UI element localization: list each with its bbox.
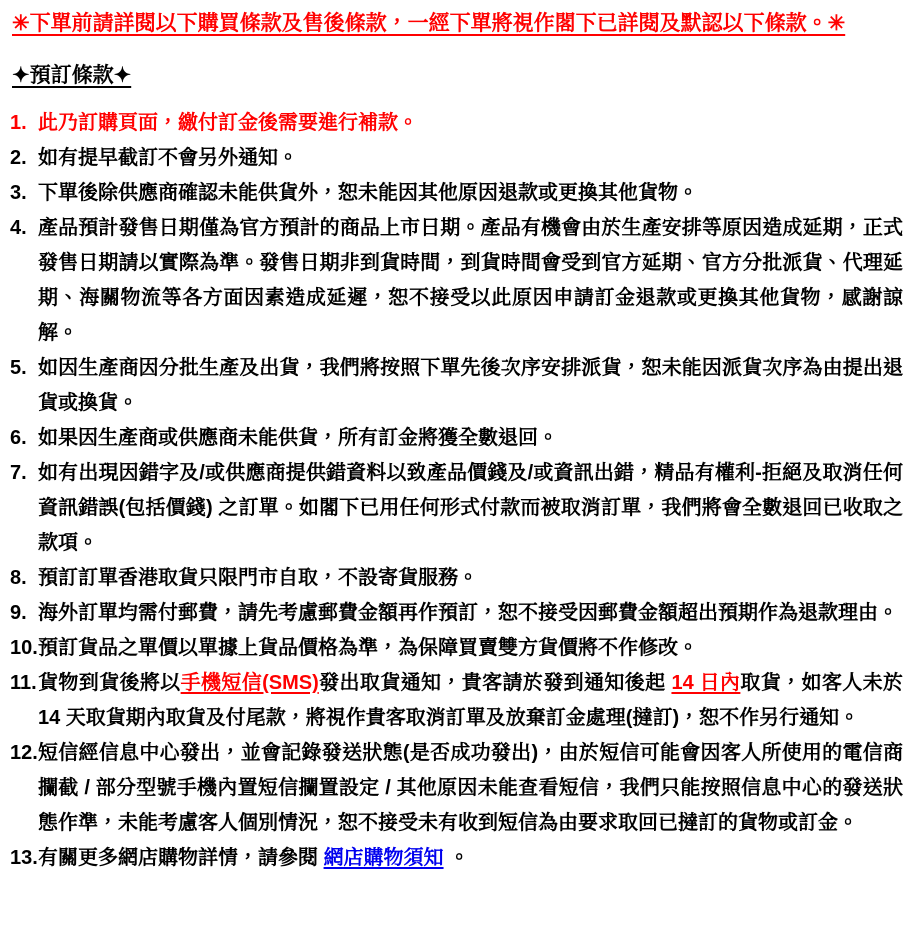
- term-number: 5.: [10, 357, 27, 379]
- term-item: [10, 561, 903, 596]
- term-item: [10, 841, 903, 876]
- term-number: 8.: [10, 567, 27, 589]
- term-text: 預訂貨品之單價以單據上貨品價格為準，為保障買賣雙方貨價將不作修改。: [38, 637, 698, 659]
- term-item: [10, 736, 903, 841]
- term-text: 產品預計發售日期僅為官方預計的商品上市日期。產品有機會由於生產安排等原因造成延期，正式發售日期請以實際為準。發售日期非到貨時間，到貨時間會受到官方延期、官方分批派貨、代理延期、海關物流等各方面因素造成延遲，恕不接受以此原因申請訂金退款或更換其他貨物，感謝諒解。: [38, 217, 903, 344]
- section-title-preorder-terms: ✦預訂條款✦: [12, 64, 132, 87]
- term-text: 有關更多網店購物詳情，請參閱: [38, 847, 324, 869]
- term-item: [10, 106, 903, 141]
- term-number: 10.: [10, 637, 38, 659]
- term-number: 7.: [10, 462, 27, 484]
- term-item: [10, 141, 903, 176]
- term-item: [10, 456, 903, 561]
- term-text: 手機短信(SMS): [180, 672, 319, 694]
- term-number: 9.: [10, 602, 27, 624]
- term-item: [10, 176, 903, 211]
- terms-list: [10, 106, 903, 876]
- term-text: 如因生產商因分批生產及出貨，我們將按照下單先後次序安排派貨，恕未能因派貨次序為由提出退貨或換貨。: [38, 357, 903, 414]
- term-text: 海外訂單均需付郵費，請先考慮郵費金額再作預訂，恕不接受因郵費金額超出預期作為退款理由。: [38, 602, 898, 624]
- term-number: 6.: [10, 427, 27, 449]
- term-item: [10, 351, 903, 421]
- term-text: 如有提早截訂不會另外通知。: [38, 147, 298, 169]
- term-number: 13.: [10, 847, 38, 869]
- term-text: 貨物到貨後將以: [38, 672, 181, 694]
- term-item: [10, 666, 903, 736]
- term-number: 2.: [10, 147, 27, 169]
- term-item: [10, 631, 903, 666]
- term-number: 11.: [10, 672, 37, 694]
- term-item: [10, 596, 903, 631]
- shop-guide-link[interactable]: 網店購物須知: [323, 847, 444, 869]
- term-text: 。: [443, 847, 470, 869]
- purchase-notice-banner: ✳下單前請詳閱以下購買條款及售後條款，一經下單將視作閣下已詳閱及默認以下條款。✳: [12, 12, 846, 35]
- term-number: 1.: [10, 112, 27, 134]
- term-text: 此乃訂購頁面，繳付訂金後需要進行補款。: [38, 112, 418, 134]
- term-text: 下單後除供應商確認未能供貨外，恕未能因其他原因退款或更換其他貨物。: [38, 182, 698, 204]
- term-text: 14 日內: [671, 672, 741, 694]
- term-number: 3.: [10, 182, 27, 204]
- term-number: 4.: [10, 217, 27, 239]
- term-text: 取貨，如客人未於 14 天取貨期內取貨及付尾款，將視作貴客取消訂單及放棄訂金處理(撻訂)，恕不作另行通知。: [38, 672, 904, 729]
- term-text: 短信經信息中心發出，並會記錄發送狀態(是否成功發出)，由於短信可能會因客人所使用的電信商攔截 / 部分型號手機內置短信攔置設定 / 其他原因未能查看短信，我們只能按照信息中心的發送狀態作準，未能考慮客人個別情況，恕不接受未有收到短信為由要求取回已撻訂的貨物或訂金。: [38, 742, 903, 834]
- term-text: 發出取貨通知，貴客請於發到通知後起: [318, 672, 672, 694]
- term-number: 12.: [10, 742, 38, 764]
- term-text: 預訂訂單香港取貨只限門市自取，不設寄貨服務。: [38, 567, 478, 589]
- term-item: [10, 211, 903, 351]
- term-item: [10, 421, 903, 456]
- term-text: 如有出現因錯字及/或供應商提供錯資料以致產品價錢及/或資訊出錯，精品有權利-拒絕及取消任何資訊錯誤(包括價錢) 之訂單。如閣下已用任何形式付款而被取消訂單，我們將會全數退回已收取之款項。: [38, 462, 903, 554]
- term-text: 如果因生產商或供應商未能供貨，所有訂金將獲全數退回。: [38, 427, 558, 449]
